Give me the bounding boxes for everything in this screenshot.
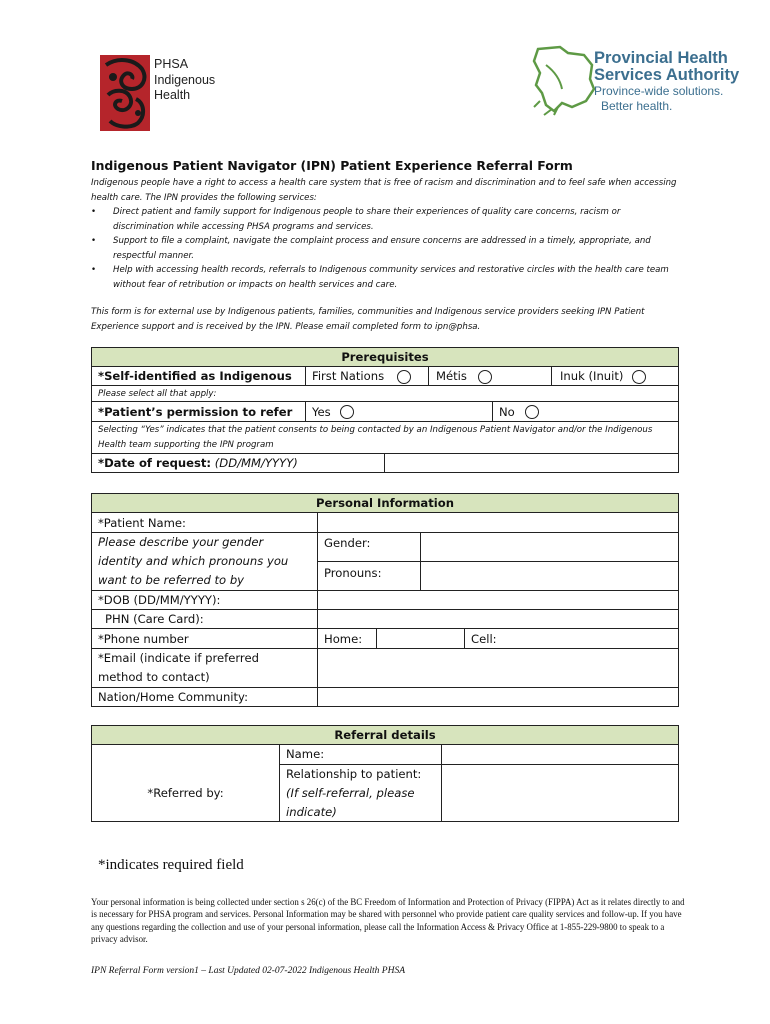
inuk-radio[interactable]	[632, 370, 646, 384]
privacy-notice: Your personal information is being collected under section s 26(c) of the BC Freedom of Information and Protection of Privacy (FIPPA) Act as it relates directly to and is necessary for PHSA program and services. Personal Information may be shared with personnel who provide patient care quality services and follow-up. If you have any questions regarding the collection and use of your personal information, please call the Information Access & Privacy Office at 1-855-229-9800 to speak to a privacy advisor.	[91, 897, 685, 944]
gender-prompt-cell: Please describe your gender identity and which pronouns you want to be referred to by	[91, 532, 318, 591]
service-item: • Support to file a complaint, navigate the complaint process and ensure concerns are addressed in a timely, appropriate, and respectful manner.	[91, 234, 683, 263]
relationship-label-cell: Relationship to patient: (If self-referral, please indicate)	[279, 764, 442, 822]
phsa-indigenous-health-logo	[100, 55, 215, 131]
email-label-cell: *Email (indicate if preferred method to contact)	[91, 648, 318, 688]
phn-label-cell: PHN (Care Card):	[91, 609, 318, 629]
option-metis[interactable]: Métis	[428, 366, 552, 386]
permission-label-cell: *Patient’s permission to refer	[91, 401, 306, 422]
dob-label-cell: *DOB (DD/MM/YYYY):	[91, 590, 318, 610]
intro-text: Indigenous people have a right to access a health care system that is free of racism and discrimination and to feel safe when accessing health care. The IPN provides the following services:	[91, 178, 677, 203]
home-phone-input[interactable]	[376, 628, 465, 649]
indigenous-art-icon	[100, 55, 150, 131]
nation-input[interactable]	[317, 687, 679, 707]
relationship-input[interactable]	[441, 764, 679, 822]
option-no[interactable]: No	[492, 401, 679, 422]
personal-info-header: Personal Information	[91, 493, 679, 513]
referrer-name-input[interactable]	[441, 744, 679, 765]
first-nations-radio[interactable]	[397, 370, 411, 384]
services-list	[91, 205, 683, 292]
cell-label: Cell:	[471, 632, 497, 646]
bc-map-icon	[532, 45, 602, 117]
referrer-name-label-cell: Name:	[279, 744, 442, 765]
email-input[interactable]	[317, 648, 679, 688]
phsa-logo: Provincial Health Services Authority Province-wide solutions. Better health.	[532, 45, 742, 121]
option-inuk[interactable]: Inuk (Inuit)	[551, 366, 679, 386]
date-input[interactable]	[384, 453, 679, 473]
service-item: • Direct patient and family support for Indigenous people to share their experiences of quality care concerns, racism or discrimination while accessing PHSA programs and services.	[91, 205, 683, 234]
no-radio[interactable]	[525, 405, 539, 419]
form-title: Indigenous Patient Navigator (IPN) Patient Experience Referral Form	[91, 158, 573, 173]
nation-label-cell: Nation/Home Community:	[91, 687, 318, 707]
required-field-note: *indicates required field	[98, 857, 244, 873]
pronouns-input[interactable]	[420, 561, 679, 591]
self-identified-label-cell: *Self-identified as Indigenous	[91, 366, 306, 386]
home-label-cell: Home:	[317, 628, 377, 649]
cell-phone-input[interactable]	[464, 628, 679, 649]
yes-radio[interactable]	[340, 405, 354, 419]
external-use-note: This form is for external use by Indigenous patients, families, communities and Indigenous service providers seeking IPN Patient Experience support and is received by the IPN. Please email completed form to ipn@phsa.	[91, 307, 645, 332]
footer-version: IPN Referral Form version1 – Last Updated 02-07-2022 Indigenous Health PHSA	[91, 966, 405, 976]
option-yes[interactable]: Yes	[305, 401, 493, 422]
select-all-row: Please select all that apply:	[91, 385, 679, 402]
gender-input[interactable]	[420, 532, 679, 562]
patient-name-input[interactable]	[317, 512, 679, 533]
gender-label-cell: Gender:	[317, 532, 421, 562]
date-label-cell: *Date of request: (DD/MM/YYYY)	[91, 453, 385, 473]
logo-left-text: PHSA Indigenous Health	[154, 57, 216, 102]
phn-input[interactable]	[317, 609, 679, 629]
option-first-nations[interactable]: First Nations	[305, 366, 429, 386]
dob-input[interactable]	[317, 590, 679, 610]
pronouns-label-cell: Pronouns:	[317, 561, 421, 591]
service-item: • Help with accessing health records, referrals to Indigenous community services and restorative circles with the health care team without fear of retribution or impacts on health services and care.	[91, 263, 683, 292]
consent-note-row: Selecting “Yes” indicates that the patient consents to being contacted by an Indigenous Patient Navigator and/or the Indigenous Health team supporting the IPN program	[91, 421, 679, 454]
referred-by-label-cell: *Referred by:	[91, 744, 280, 822]
referral-header: Referral details	[91, 725, 679, 745]
prerequisites-header: Prerequisites	[91, 347, 679, 367]
phone-label-cell: *Phone number	[91, 628, 318, 649]
patient-name-label-cell: *Patient Name:	[91, 512, 318, 533]
metis-radio[interactable]	[478, 370, 492, 384]
